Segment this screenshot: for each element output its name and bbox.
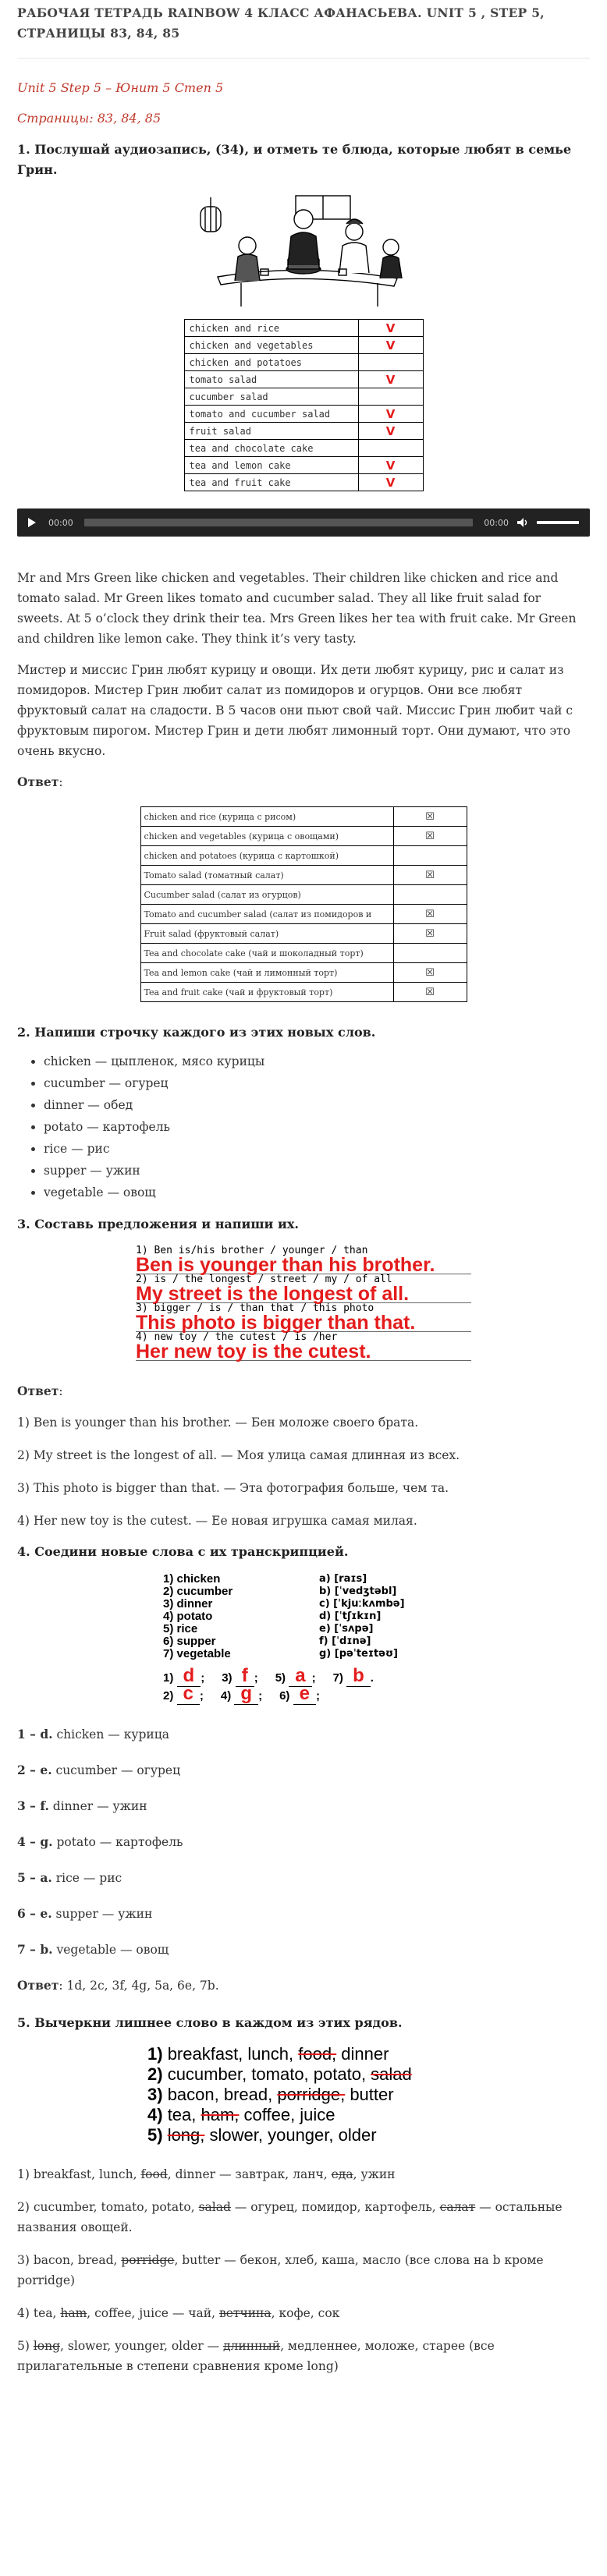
transcription-item: b) [ˈvedʒtəbl]	[319, 1586, 397, 1597]
task5-heading: 5. Вычеркни лишнее слово в каждом из этих рядов.	[17, 2015, 403, 2030]
dish-cell: chicken and rice (курица с рисом)	[140, 807, 393, 827]
table-row	[140, 963, 467, 983]
answer-line: 3) This photo is bigger than that. — Эта фотография больше, чем та.	[17, 1481, 449, 1495]
prompt-line: 1) Ben is/his brother / younger / than	[136, 1245, 368, 1256]
table-row	[140, 905, 467, 924]
sentence-answer: My street is the longest of all.	[136, 1285, 471, 1303]
crossout-row: 1) breakfast, lunch, food, dinner	[147, 2044, 389, 2064]
table-row	[184, 406, 423, 423]
fill-row-1: 1) d ; 3) f ; 5) a ; 7) b .	[163, 1665, 374, 1686]
table-row	[184, 337, 423, 354]
transcription-item: e) [ˈsʌpə]	[319, 1623, 374, 1635]
dish-cell: tea and chocolate cake	[184, 440, 358, 457]
word-item: 7) vegetable	[163, 1647, 231, 1660]
task3-heading: 3. Составь предложения и напиши их.	[17, 1217, 299, 1231]
table-row	[140, 846, 467, 866]
task4-heading: 4. Соедини новые слова с их транскрипцией.	[17, 1544, 349, 1559]
table-row	[140, 866, 467, 885]
family-illustration	[17, 191, 590, 308]
table-row	[140, 944, 467, 963]
list-item: • chicken — цыпленок, мясо курицы	[44, 1051, 590, 1072]
checkbox-cell: ☒	[393, 807, 467, 827]
text-ru: Мистер и миссис Грин любят курицу и овощи. Их дети любят курицу, рис и салат из помидоров. Мистер Грин любит салат из помидоров и огурцов. Они все любят фруктовый салат на сладости. В 5 часов они пьют свой чай. Миссис Грин любит чай с фруктовым пирогом. Мистер Грин и дети любят лимонный торт. Они думают, что это очень вкусно.	[17, 663, 573, 758]
answer-label-3: Ответ:	[17, 1384, 63, 1398]
prompt-line: 3) bigger / is / than that / this photo	[136, 1302, 374, 1314]
crossout-row: 2) cucumber, tomato, potato, salad	[147, 2064, 412, 2084]
dishes-table	[184, 319, 424, 491]
check-cell	[358, 440, 423, 457]
dish-cell: chicken and rice	[184, 320, 358, 337]
list-item: • rice — рис	[44, 1138, 590, 1160]
table-row	[140, 827, 467, 846]
words-list	[17, 1051, 590, 1203]
audio-player[interactable]	[17, 508, 590, 537]
transcription-item: a) [raɪs]	[319, 1573, 367, 1585]
table-row	[184, 371, 423, 388]
match-answer: 1 – d. chicken — курица	[17, 1727, 169, 1742]
list-item: • supper — ужин	[44, 1160, 590, 1182]
page-title: РАБОЧАЯ ТЕТРАДЬ RAINBOW 4 КЛАСС АФАНАСЬЕВА. UNIT 5 , STEP 5, СТРАНИЦЫ 83, 84, 85	[17, 5, 545, 41]
list-item: • vegetable — овощ	[44, 1182, 590, 1203]
checkbox-cell	[393, 885, 467, 905]
table-row	[184, 440, 423, 457]
table-row	[184, 423, 423, 440]
text-en: Mr and Mrs Green like chicken and vegetables. Their children like chicken and rice and tomato salad. Mr Green likes tomato and cucumber salad. They all like fruit salad for sweets. At 5 o’clock they drink their tea. Mrs Green likes her tea with fruit cake. Mr Green and children like lemon cake. They think it’s very tasty.	[17, 571, 577, 646]
list-item: • potato — картофель	[44, 1116, 590, 1138]
crossout-answer: 5) long, slower, younger, older — длинный, медленнее, моложе, старее (все прилагательные в степени сравнения кроме long)	[17, 2339, 495, 2373]
progress-rail[interactable]	[84, 519, 474, 526]
dish-cell: Fruit salad (фруктовый салат)	[140, 924, 393, 944]
prompt-line: 2) is / the longest / street / my / of all	[136, 1274, 392, 1285]
sentence-answer: Her new toy is the cutest.	[136, 1343, 471, 1361]
check-cell: V	[358, 406, 423, 423]
match-answer: 5 – a. rice — рис	[17, 1870, 122, 1885]
checkbox-cell: ☒	[393, 963, 467, 983]
checkbox-cell: ☒	[393, 905, 467, 924]
dish-cell: tea and fruit cake	[184, 474, 358, 491]
transcription-item: g) [pəˈteɪtəʊ]	[319, 1648, 398, 1660]
check-cell: V	[358, 371, 423, 388]
answer-line: 1) Ben is younger than his brother. — Бен моложе своего брата.	[17, 1416, 419, 1430]
matching-scan	[163, 1573, 444, 1703]
answer-line: 4) Her new toy is the cutest. — Ее новая игрушка самая милая.	[17, 1514, 417, 1528]
dish-cell: tomato salad	[184, 371, 358, 388]
dish-cell: Tea and fruit cake (чай и фруктовый торт)	[140, 983, 393, 1002]
match-summary: Ответ: 1d, 2c, 3f, 4g, 5a, 6e, 7b.	[17, 1978, 219, 1993]
dish-cell: cucumber salad	[184, 388, 358, 406]
match-answer: 2 – e. cucumber — огурец	[17, 1763, 181, 1777]
word-item: 4) potato	[163, 1610, 213, 1623]
answer-table	[140, 806, 467, 1002]
dish-cell: fruit salad	[184, 423, 358, 440]
task2-heading: 2. Напиши строчку каждого из этих новых слов.	[17, 1025, 376, 1040]
crossout-answer: 3) bacon, bread, porridge, butter — бекон, хлеб, каша, масло (все слова на b кроме porridge)	[17, 2253, 544, 2287]
family-dinner-image	[186, 191, 421, 308]
checkbox-cell: ☒	[393, 866, 467, 885]
step-subtitle: Unit 5 Step 5 – Юнит 5 Степ 5	[17, 80, 224, 95]
crossout-row: 4) tea, ham, coffee, juice	[147, 2105, 335, 2124]
fill-row-2: 2) c ; 4) g ; 6) e ;	[163, 1683, 320, 1704]
table-row	[184, 320, 423, 337]
dish-cell: tomato and cucumber salad	[184, 406, 358, 423]
checkbox-cell: ☒	[393, 924, 467, 944]
crossout-row: 3) bacon, bread, porridge, butter	[147, 2085, 394, 2104]
dish-cell: chicken and vegetables	[184, 337, 358, 354]
list-item: • cucumber — огурец	[44, 1072, 590, 1094]
table-row	[184, 474, 423, 491]
volume-icon[interactable]	[516, 517, 529, 528]
list-item: • dinner — обед	[44, 1094, 590, 1116]
table-row	[140, 983, 467, 1002]
dish-cell: tea and lemon cake	[184, 457, 358, 474]
sentence-answer: This photo is bigger than that.	[136, 1314, 471, 1332]
volume-slider[interactable]	[537, 521, 579, 524]
pages-subtitle: Страницы: 83, 84, 85	[17, 111, 162, 126]
dish-cell: Tomato and cucumber salad (салат из помидоров и	[140, 905, 393, 924]
check-cell: V	[358, 474, 423, 491]
check-cell: V	[358, 320, 423, 337]
check-cell: V	[358, 423, 423, 440]
checkbox-cell: ☒	[393, 827, 467, 846]
crossout-answer: 2) cucumber, tomato, potato, salad — огурец, помидор, картофель, салат — остальные названия овощей.	[17, 2200, 563, 2234]
dish-cell: chicken and potatoes	[184, 354, 358, 371]
checkbox-cell: ☒	[393, 983, 467, 1002]
table-row	[184, 457, 423, 474]
answer-label-1: Ответ:	[17, 774, 63, 789]
dish-cell: Tomato salad (томатный салат)	[140, 866, 393, 885]
word-item: 3) dinner	[163, 1597, 213, 1610]
table-row	[140, 807, 467, 827]
crossout-scan	[147, 2044, 460, 2145]
prompt-line: 4) new toy / the cutest / is /her	[136, 1331, 338, 1343]
match-answer: 6 – e. supper — ужин	[17, 1906, 153, 1921]
dish-cell: Tea and chocolate cake (чай и шоколадный торт)	[140, 944, 393, 963]
table-row	[184, 388, 423, 406]
checkbox-cell	[393, 944, 467, 963]
transcription-item: f) [ˈdɪnə]	[319, 1635, 371, 1647]
table-row	[140, 924, 467, 944]
word-item: 5) rice	[163, 1622, 198, 1635]
dish-cell: chicken and vegetables (курица с овощами)	[140, 827, 393, 846]
table-row	[184, 354, 423, 371]
task1-heading: 1. Послушай аудиозапись, (34), и отметь те блюда, которые любят в семье Грин.	[17, 142, 572, 177]
crossout-answer: 4) tea, ham, coffee, juice — чай, ветчина, кофе, сок	[17, 2306, 340, 2320]
word-item: 2) cucumber	[163, 1585, 233, 1598]
table-row	[140, 885, 467, 905]
match-answer: 7 – b. vegetable — овощ	[17, 1942, 169, 1957]
crossout-row: 5) long, slower, younger, older	[147, 2125, 377, 2145]
current-time: 00:00	[48, 517, 73, 528]
check-cell: V	[358, 337, 423, 354]
match-answer: 4 – g. potato — картофель	[17, 1834, 183, 1849]
dish-cell: Tea and lemon cake (чай и лимонный торт)	[140, 963, 393, 983]
crossout-answer: 1) breakfast, lunch, food, dinner — завтрак, ланч, еда, ужин	[17, 2167, 396, 2181]
word-item: 6) supper	[163, 1635, 216, 1648]
play-icon[interactable]	[28, 518, 36, 527]
duration: 00:00	[484, 517, 509, 528]
check-cell: V	[358, 457, 423, 474]
check-cell	[358, 354, 423, 371]
check-cell	[358, 388, 423, 406]
answer-line: 2) My street is the longest of all. — Моя улица самая длинная из всех.	[17, 1448, 460, 1462]
dish-cell: Cucumber salad (салат из огурцов)	[140, 885, 393, 905]
checkbox-cell	[393, 846, 467, 866]
transcription-item: d) [ˈtʃɪkɪn]	[319, 1610, 382, 1622]
match-answer: 3 – f. dinner — ужин	[17, 1798, 147, 1813]
transcription-item: c) [ˈkjuːkʌmbə]	[319, 1598, 405, 1610]
sentence-answer: Ben is younger than his brother.	[136, 1256, 471, 1274]
word-item: 1) chicken	[163, 1572, 221, 1586]
sentence-scan	[136, 1245, 471, 1361]
dish-cell: chicken and potatoes (курица с картошкой)	[140, 846, 393, 866]
